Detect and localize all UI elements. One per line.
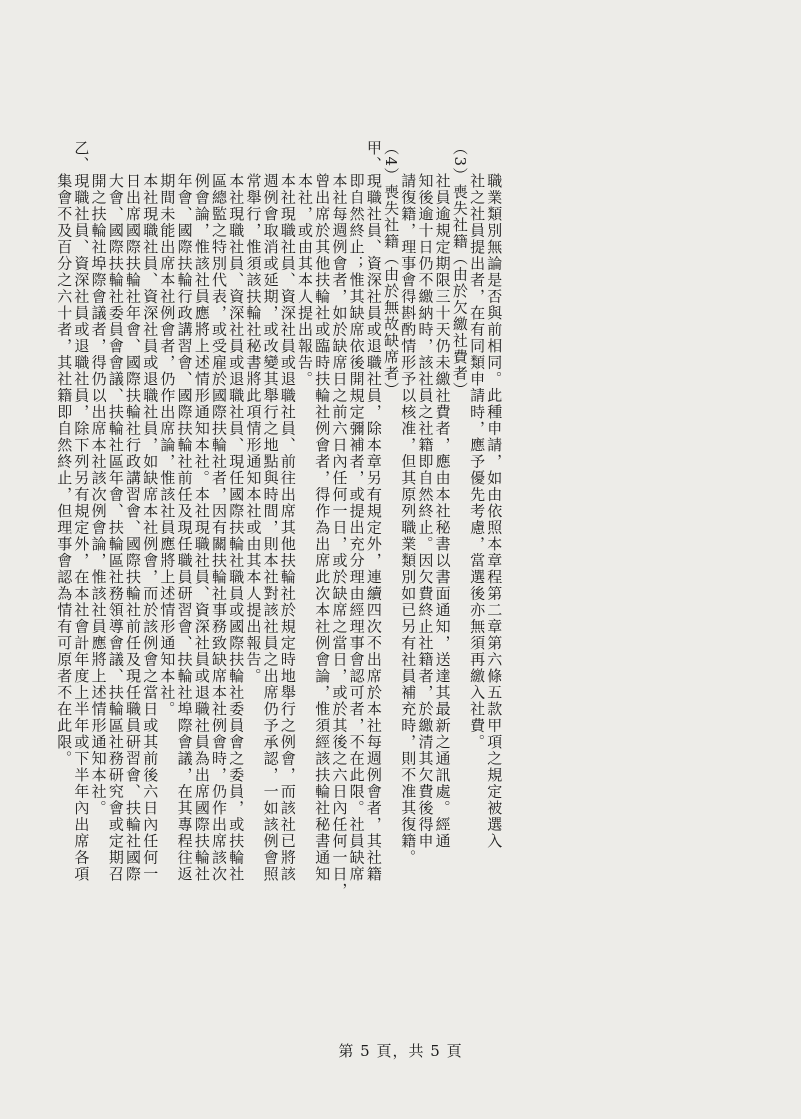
text-column: 曾出席於其他扶輪社或臨時扶輪社例會者，得作為出席此次本社例會論，惟須經該扶輪社秘書通知 bbox=[313, 140, 332, 883]
text-column: 年會、國際扶輪行政講習會、國際扶輪社前任及現任職員研習會、扶輪社埠際會議，在其專程往返 bbox=[175, 140, 194, 883]
text-column: 本社現職社員、資深社員或退職社員，如缺席本社例會，而於該例會之當日或其前後六日內任何一 bbox=[141, 140, 160, 883]
text-column: 開之扶輪社埠際會議者，得仍以出席本社該次例會論，惟該社員應將上述情形通知本社。 bbox=[89, 140, 108, 817]
text-column: 本社每週例會者，如於缺席日之前六日內任何一日，或於缺席之當日，或於其後之六日內任何一日， bbox=[330, 140, 349, 899]
text-column: 期間未能出席本社例會者，仍作出席論，惟該社員應將上述情形通知本社。 bbox=[158, 140, 177, 718]
text-column: 常舉行，惟須該扶輪社秘書將此項情形通知本社或由其本人提出報告。 bbox=[244, 140, 263, 685]
text-column: 請復籍，理事會得斟酌情形予以核准，但其原列職業類別如已另有社員補充時，則不准其復籍。 bbox=[399, 140, 418, 866]
text-column: 區總監之特別代表，或受雇於國際扶輪社者，因有關扶輪社事務致缺席本社例會時，仍作出席該次 bbox=[210, 140, 229, 883]
document-body bbox=[55, 140, 715, 1030]
text-column: 社員逾規定期限三十天仍未繳社費者，應由本社秘書以書面通知，送達其最新之通訊處。經通 bbox=[433, 140, 452, 850]
text-column: 集會不及百分之六十者，其社籍即自然終止，但理事會認為情有可原者不在此限。 bbox=[55, 140, 74, 767]
text-column: 大會、國際扶輪社委員會會議、扶輪社區年會、扶輪區社務領導會議、扶輪區社務研究會或定期召 bbox=[106, 140, 125, 883]
text-column: 週例會取消或延期，或改變其舉行之地點與時間，則本社對該社員之出席仍予承認，一如該例會照 bbox=[261, 140, 280, 883]
text-column: （3）喪失社籍（由於欠繳社費者） bbox=[450, 140, 469, 399]
text-column: 本社現職社員、資深社員或退職社員、現任國際扶輪社職員或國際扶輪社委員會之委員，或扶輪社 bbox=[227, 140, 246, 883]
text-column: 即自然終止；惟其缺席依後開規定彌補者，或提出充分理由經理事會認可者，不在此限。社員缺席 bbox=[347, 140, 366, 883]
text-column: 社之社員提出者，在有同類申請時，應予優先考慮，當選後亦無須再繳入社費。 bbox=[468, 140, 487, 751]
text-column: 乙、現職社員、資深社員或退職社員，除下列另有規定外，在本社會計年度上半年或下半年內出席各項 bbox=[72, 140, 91, 883]
text-column: 甲、現職社員、資深社員或退職社員，除本章另有規定外，連續四次不出席於本社每週例會者，其社籍 bbox=[364, 140, 383, 883]
vertical-text bbox=[55, 140, 502, 1030]
text-column: 本社現職社員、資深社員或退職社員、前往出席其他扶輪社於規定時地舉行之例會，而該社已將該 bbox=[278, 140, 297, 883]
text-column: （4）喪失社籍（由於無故缺席者） bbox=[382, 140, 401, 399]
text-column: 本社，或由其本人提出報告。 bbox=[296, 140, 315, 388]
page-footer: 第 5 頁，共 5 頁 bbox=[338, 1042, 463, 1060]
text-column: 知後逾十日仍不繳納時，該社員之社籍即自然終止。因欠費終止社籍者，於繳清其欠費後得申 bbox=[416, 140, 435, 850]
text-column: 日出席國際扶輪社年會、國際扶輪社行政講習會、國際扶輪社前任及現任職員研習會、扶輪社國際 bbox=[124, 140, 143, 883]
text-column: 職業類別無論是否與前相同。此種申請，如由依照本章程第二章第六條五款甲項之規定被選入 bbox=[485, 140, 504, 850]
text-column: 例會論，惟該社員應將上述情形通知本社。本社現職社員、資深社員或退職社員為出席國際扶輪社 bbox=[192, 140, 211, 883]
